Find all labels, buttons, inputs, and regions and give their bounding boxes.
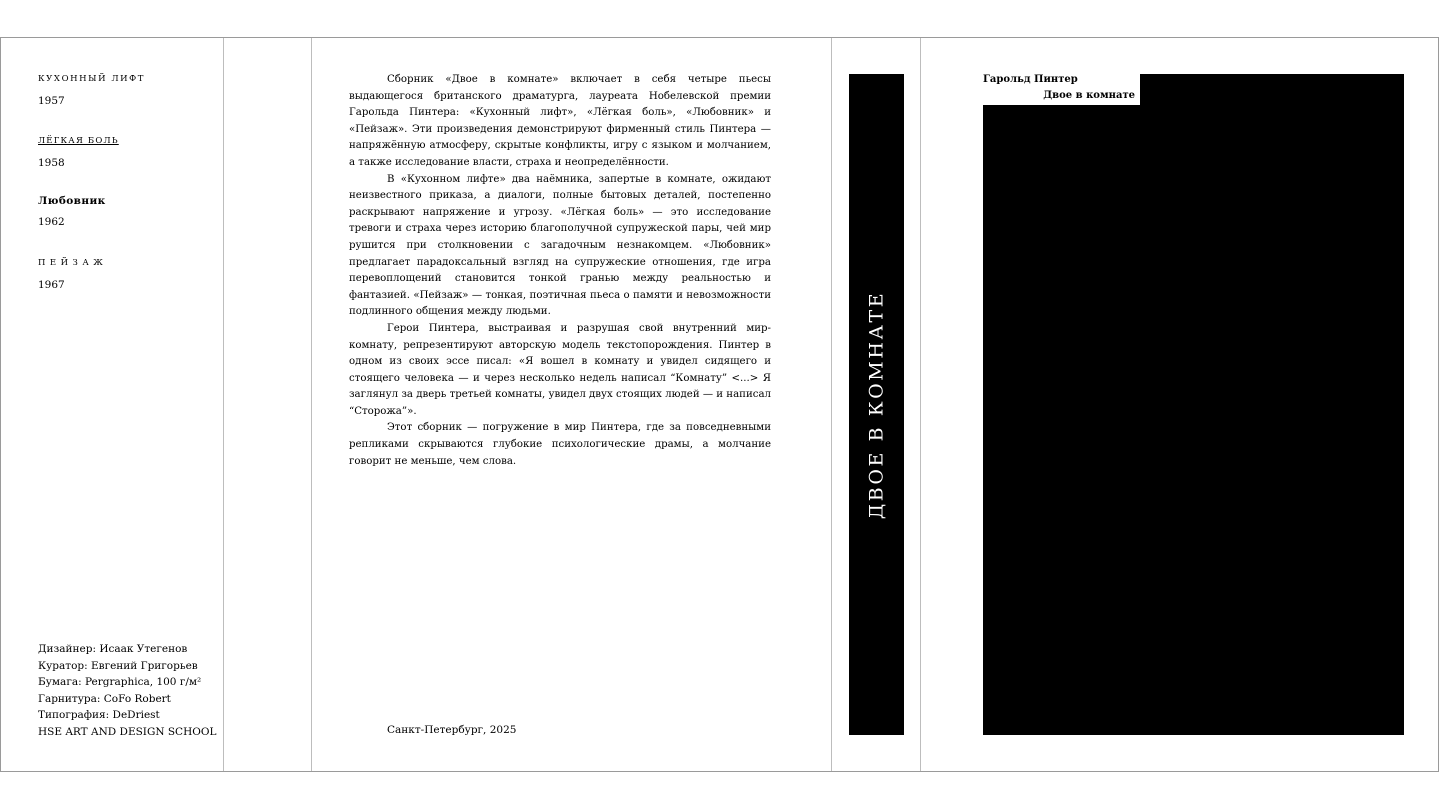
fold-line-flap [223, 38, 224, 771]
credit-line: Куратор: Евгений Григорьев [38, 659, 198, 672]
credits [38, 641, 216, 741]
annotation-paragraph: Этот сборник — погружение в мир Пинтера, где за повседневными репликами скрываются глубокие психологические драмы, а молчание говорит не меньше, чем слова. [349, 422, 771, 467]
front-flap [38, 38, 218, 771]
credit-line: Дизайнер: Исаак Утегенов [38, 643, 188, 655]
fold-line-spine-left [831, 38, 832, 771]
book-jacket-layout [0, 37, 1439, 772]
play-title: КУХОННЫЙ ЛИФТ [38, 74, 146, 84]
spine [849, 74, 904, 735]
credit-line: Типография: DeDriest [38, 709, 160, 722]
spine-title: ДВОЕ В КОМНАТЕ [865, 290, 888, 519]
play-year: 1962 [38, 216, 65, 228]
play-entry [38, 136, 119, 169]
annotation-paragraph: В «Кухонном лифте» два наёмника, запертые в комнате, ожидают неизвестного приказа, а диалоги, полные бытовых деталей, постепенно раскрывают напряжение и угрозу. «Лёгкая боль» — это исследование тревоги и страха через историю благополучной супружеской пары, чей мир рушится при столкновении с загадочным незнакомцем. «Любовник» предлагает парадоксальный взгляд на супружеские отношения, где игра перевоплощений становится тонкой гранью между реальностью и фантазией. «Пейзаж» — тонкая, поэтичная пьеса о памяти и невозможности подлинного общения между людьми. [349, 173, 771, 318]
credit-line: Гарнитура: CoFo Robert [38, 692, 171, 705]
play-year: 1967 [38, 279, 65, 291]
cover-title: Двое в комнате [1043, 90, 1135, 101]
credit-line: HSE ART AND DESIGN SCHOOL [38, 725, 217, 738]
play-year: 1957 [38, 95, 65, 107]
play-year: 1958 [38, 157, 65, 169]
play-title: Любовник [38, 195, 106, 207]
credit-line: Бумага: Pergraphica, 100 г/м² [38, 676, 202, 689]
annotation-paragraph: Сборник «Двое в комнате» включает в себя четыре пьесы выдающегося британского драматурга, лауреата Нобелевской премии Гарольда Пинтера: «Кухонный лифт», «Лёгкая боль», «Любовник» и «Пейзаж». Эти произведения демонстрируют фирменный стиль Пинтера — напряжённую атмосферу, скрытые конфликты, игру с языком и молчанием, а также исследование власти, страха и неопределённости. [349, 74, 771, 168]
fold-line-back [311, 38, 312, 771]
publication-place-year: Санкт-Петербург, 2025 [387, 724, 517, 736]
annotation-paragraph: Герои Пинтера, выстраивая и разрушая свой внутренний мир-комнату, репрезентируют авторскую модель текстопорождения. Пинтер в одном из своих эссе писал: «Я вошел в комнату и увидел сидящего и стоящего человека — и через несколько недель написал “Комнату” <...> Я заглянул за дверь третьей комнаты, увидел двух стоящих людей — и написал “Сторожа”». [349, 322, 771, 417]
cover-author: Гарольд Пинтер [983, 74, 1078, 85]
play-entry [38, 258, 108, 291]
cover-label [983, 74, 1140, 105]
play-title: ЛЁГКАЯ БОЛЬ [38, 136, 119, 146]
play-entry [38, 74, 146, 107]
back-cover-annotation [349, 72, 771, 470]
front-cover [983, 74, 1404, 735]
play-title: ПЕЙЗАЖ [38, 258, 108, 268]
fold-line-spine-right [920, 38, 921, 771]
play-entry [38, 195, 106, 228]
